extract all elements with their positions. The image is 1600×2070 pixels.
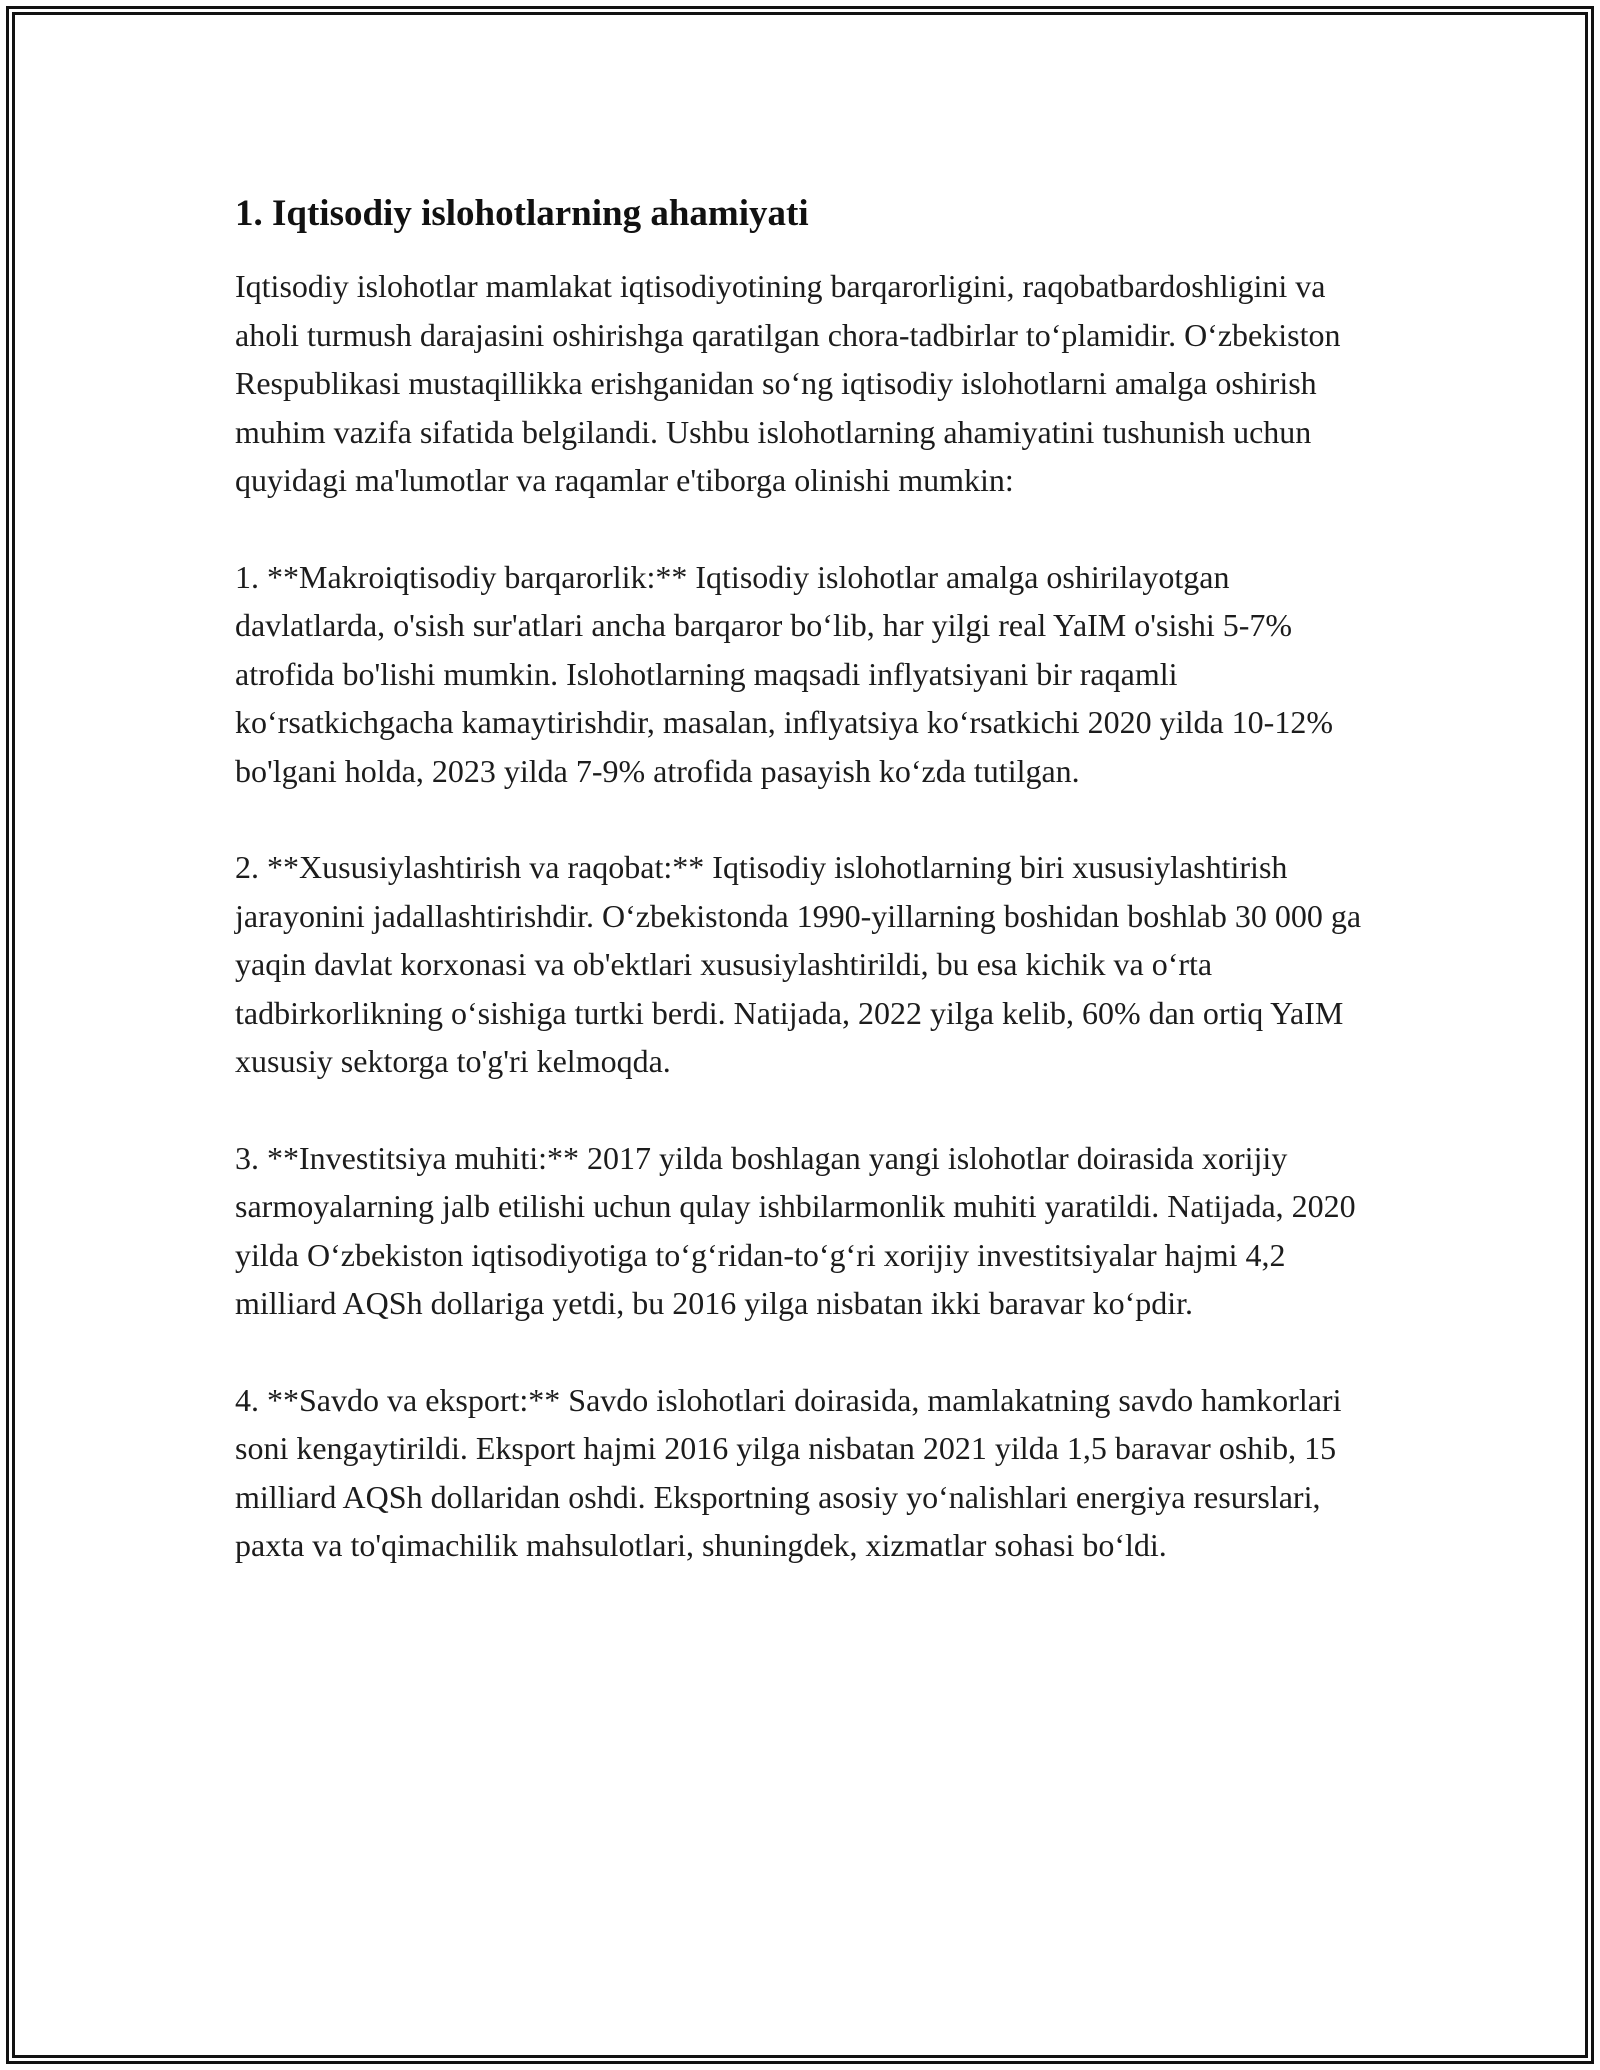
paragraph-macroeconomic-stability: 1. **Makroiqtisodiy barqarorlik:** Iqtisodiy islohotlar amalga oshirilayotgan davlatlarda, o'sish sur'atlari ancha barqaror bo‘lib, har yilgi real YaIM o'sishi 5-7% atrofida bo'lishi mumkin. Islohotlarning maqsadi inflyatsiyani bir raqamli ko‘rsatkichgacha kamaytirishdir, masalan, inflyatsiya ko‘rsatkichi 2020 yilda 10-12% bo'lgani holda, 2023 yilda 7-9% atrofida pasayish ko‘zda tutilgan. <box>235 558 1333 789</box>
intro-paragraph: Iqtisodiy islohotlar mamlakat iqtisodiyotining barqarorligini, raqobatbardoshligini va aholi turmush darajasini oshirishga qaratilgan chora-tadbirlar to‘plamidir. O‘zbekiston Respublikasi mustaqillikka erishganidan so‘ng iqtisodiy islohotlarni amalga oshirish muhim vazifa sifatida belgilandi. Ushbu islohotlarning ahamiyatini tushunish uchun quyidagi ma'lumotlar va raqamlar e'tiborga olinishi mumkin: <box>235 268 1341 498</box>
document-body <box>235 186 1375 1570</box>
section-heading: 1. Iqtisodiy islohotlarning ahamiyati <box>235 193 809 234</box>
paragraph-investment-climate: 3. **Investitsiya muhiti:** 2017 yilda boshlagan yangi islohotlar doirasida xorijiy sarmoyalarning jalb etilishi uchun qulay ishbilarmonlik muhiti yaratildi. Natijada, 2020 yilda O‘zbekiston iqtisodiyotiga to‘g‘ridan-to‘g‘ri xorijiy investitsiyalar hajmi 4,2 milliard AQSh dollariga yetdi, bu 2016 yilga nisbatan ikki baravar ko‘pdir. <box>235 1139 1356 1321</box>
paragraph-privatization: 2. **Xususiylashtirish va raqobat:** Iqtisodiy islohotlarning biri xususiylashtirish jarayonini jadallashtirishdir. O‘zbekistonda 1990-yillarning boshidan boshlab 30 000 ga yaqin davlat korxonasi va ob'ektlari xususiylashtirildi, bu esa kichik va o‘rta tadbirkorlikning o‘sishiga turtki berdi. Natijada, 2022 yilga kelib, 60% dan ortiq YaIM xususiy sektorga to'g'ri kelmoqda. <box>235 849 1362 1079</box>
paragraph-trade-export: 4. **Savdo va eksport:** Savdo islohotlari doirasida, mamlakatning savdo hamkorlari soni kengaytirildi. Eksport hajmi 2016 yilga nisbatan 2021 yilda 1,5 baravar oshib, 15 milliard AQSh dollaridan oshdi. Eksportning asosiy yo‘nalishlari energiya resurslari, paxta va to'qimachilik mahsulotlari, shuningdek, xizmatlar sohasi bo‘ldi. <box>235 1381 1342 1563</box>
